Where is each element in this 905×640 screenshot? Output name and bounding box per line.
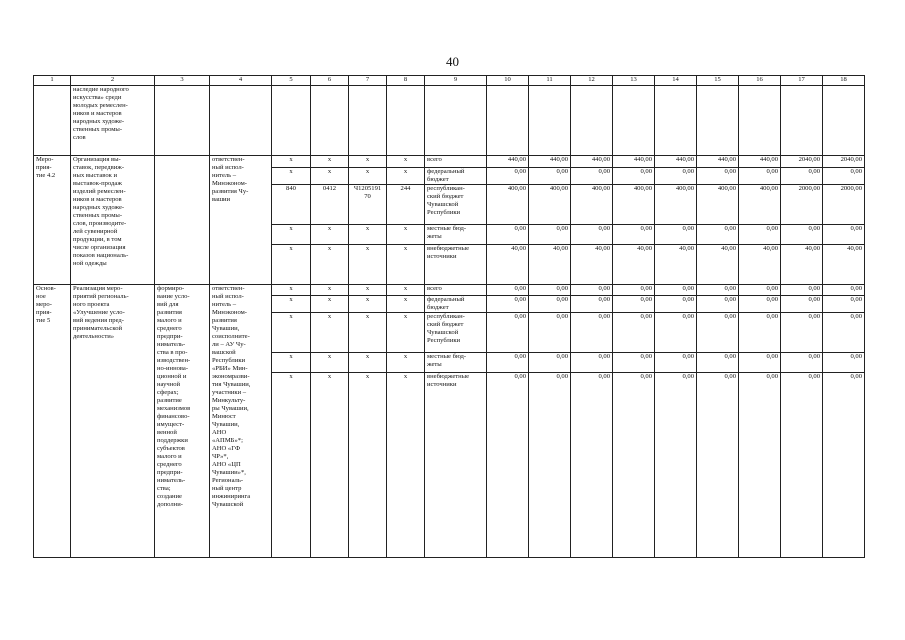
table-cell: местные бюд- жеты	[425, 353, 487, 373]
table-cell: x	[387, 285, 425, 296]
table-cell: Меро- прия- тие 4.2	[34, 156, 71, 285]
table-cell: x	[311, 225, 349, 245]
table-cell: 0,00	[613, 168, 655, 185]
table-cell: 0,00	[739, 296, 781, 313]
table-cell: 0,00	[529, 285, 571, 296]
table-cell: 0,00	[739, 168, 781, 185]
table-cell: 400,00	[571, 185, 613, 225]
table-cell: x	[311, 373, 349, 558]
table-cell: 0,00	[613, 225, 655, 245]
table-cell: 400,00	[655, 185, 697, 225]
table-cell: Ч1205191 70	[349, 185, 387, 225]
header-cell: 2	[71, 76, 155, 86]
table-cell: x	[311, 168, 349, 185]
table-cell: 0,00	[823, 373, 865, 558]
table-cell: 0,00	[613, 313, 655, 353]
table-cell: 0412	[311, 185, 349, 225]
table-cell: Основ- ное меро- прия- тие 5	[34, 285, 71, 558]
table-cell: формиро- вание усло- вий для развития малого и среднего предпри- ниматель- ства в про- изводствен- но-иннова- ционной и научной сферах; развитие механизмов финансово- имущест- венной поддержки субъектов малого и среднего предпри- ниматель- ства; создание дополни-	[155, 285, 210, 558]
table-cell: внебюджетные источники	[425, 245, 487, 285]
table-cell: 40,00	[697, 245, 739, 285]
table-cell: 400,00	[487, 185, 529, 225]
table-cell	[210, 86, 272, 156]
table-cell: 0,00	[781, 225, 823, 245]
table-cell: x	[272, 225, 311, 245]
table-cell: 0,00	[529, 225, 571, 245]
table-cell: x	[349, 373, 387, 558]
table-cell: 40,00	[781, 245, 823, 285]
header-cell: 18	[823, 76, 865, 86]
table-cell: x	[387, 353, 425, 373]
table-cell: 0,00	[697, 168, 739, 185]
table-cell: 0,00	[487, 353, 529, 373]
header-cell: 4	[210, 76, 272, 86]
table-cell	[387, 86, 425, 156]
table-cell: 440,00	[529, 156, 571, 168]
table-cell: 0,00	[529, 296, 571, 313]
table-cell: ответствен- ный испол- нитель – Минэконом- развития Чу- вашии	[210, 156, 272, 285]
header-cell: 14	[655, 76, 697, 86]
page-number: 40	[446, 54, 459, 69]
table-cell	[823, 86, 865, 156]
table-cell: 40,00	[571, 245, 613, 285]
table-cell: 0,00	[697, 285, 739, 296]
table-cell: 0,00	[823, 353, 865, 373]
table-cell: 0,00	[739, 285, 781, 296]
table-cell: x	[311, 296, 349, 313]
table-cell	[34, 86, 71, 156]
table-cell: местные бюд- жеты	[425, 225, 487, 245]
table-cell: 40,00	[823, 245, 865, 285]
table-cell	[487, 86, 529, 156]
table-cell: x	[272, 373, 311, 558]
table-cell: 400,00	[739, 185, 781, 225]
table-cell: 0,00	[655, 285, 697, 296]
table-cell: 400,00	[529, 185, 571, 225]
table-row	[34, 156, 865, 168]
table-cell: x	[311, 245, 349, 285]
table-cell: x	[387, 225, 425, 245]
table-cell: 0,00	[739, 313, 781, 353]
table-cell: 0,00	[571, 313, 613, 353]
table-cell	[425, 86, 487, 156]
table-cell: 0,00	[487, 296, 529, 313]
table-cell: x	[272, 296, 311, 313]
table-cell	[571, 86, 613, 156]
table-cell: 400,00	[613, 185, 655, 225]
table-cell: 0,00	[571, 168, 613, 185]
table-cell: x	[387, 156, 425, 168]
continuation-row	[34, 86, 865, 156]
table-cell: x	[311, 353, 349, 373]
table-cell: 40,00	[613, 245, 655, 285]
table-cell: всего	[425, 156, 487, 168]
table-cell: x	[272, 156, 311, 168]
table-cell: x	[387, 296, 425, 313]
table-cell: 0,00	[487, 373, 529, 558]
table-cell: 40,00	[529, 245, 571, 285]
table-cell: Организация вы- ставок, передвиж- ных выставок и выставок-продаж изделий ремеслен- ников и мастеров народных художе- ственных промы- слов, производите- лей сувенирной продукции, в том числе организация показов националь- ной одежды	[71, 156, 155, 285]
table-cell: 440,00	[487, 156, 529, 168]
table-cell: ответствен- ный испол- нитель – Минэконом- развития Чувашии, соисполните- ли – АУ Чу- вашской Республики «РБИ» Мин- экономразви- тия Чувашии, участники – Минкульту- ры Чувашии, Минюст Чувашии, АНО «АПМБ»*; АНО «ГФ ЧР»*, АНО «ЦП Чувашии»*, Региональ- ный центр инжиниринга Чувашской	[210, 285, 272, 558]
header-cell: 1	[34, 76, 71, 86]
budget-table	[33, 75, 865, 558]
header-cell: 8	[387, 76, 425, 86]
table-cell: республикан- ский бюджет Чувашской Республики	[425, 313, 487, 353]
table-cell: x	[311, 285, 349, 296]
header-cell: 17	[781, 76, 823, 86]
table-cell: 440,00	[571, 156, 613, 168]
table-cell: 0,00	[655, 168, 697, 185]
table-cell: 440,00	[655, 156, 697, 168]
table-cell: 40,00	[739, 245, 781, 285]
table-cell	[155, 86, 210, 156]
table-cell: x	[387, 168, 425, 185]
table-cell: наследие народного искусства» среди молодых ремеслен- ников и мастеров народных художе- ственных промы- слов	[71, 86, 155, 156]
table-cell: республикан- ский бюджет Чувашской Республики	[425, 185, 487, 225]
table-cell: 0,00	[697, 296, 739, 313]
table-cell: 0,00	[739, 225, 781, 245]
table-cell: x	[349, 156, 387, 168]
table-cell: 0,00	[571, 353, 613, 373]
header-cell: 5	[272, 76, 311, 86]
table-cell: 2040,00	[823, 156, 865, 168]
table-cell: x	[349, 225, 387, 245]
table-cell: x	[311, 156, 349, 168]
header-cell: 16	[739, 76, 781, 86]
table-cell	[272, 86, 311, 156]
table-cell: 0,00	[823, 285, 865, 296]
table-cell: 0,00	[823, 296, 865, 313]
table-cell: Реализация меро- приятий региональ- ного проекта «Улучшение усло- вий ведения пред- принимательской деятельности»	[71, 285, 155, 558]
table-cell: федеральный бюджет	[425, 296, 487, 313]
table-cell: x	[349, 313, 387, 353]
table-cell: x	[349, 285, 387, 296]
table-cell	[529, 86, 571, 156]
table-cell: x	[349, 168, 387, 185]
table-cell: федеральный бюджет	[425, 168, 487, 185]
table-cell: 0,00	[487, 168, 529, 185]
table-cell: 0,00	[487, 225, 529, 245]
header-cell: 11	[529, 76, 571, 86]
table-cell: x	[272, 313, 311, 353]
table-cell: 0,00	[739, 373, 781, 558]
table-cell: 0,00	[655, 313, 697, 353]
table-cell: 2000,00	[823, 185, 865, 225]
header-cell: 10	[487, 76, 529, 86]
table-cell: x	[387, 373, 425, 558]
table-cell: 0,00	[613, 353, 655, 373]
table-cell	[739, 86, 781, 156]
table-cell	[349, 86, 387, 156]
table-row	[34, 285, 865, 296]
table-cell: 40,00	[655, 245, 697, 285]
table-cell: 0,00	[781, 373, 823, 558]
table-cell: x	[311, 313, 349, 353]
table-cell: x	[272, 245, 311, 285]
table-cell: 0,00	[697, 353, 739, 373]
table-cell	[613, 86, 655, 156]
table-cell: 0,00	[739, 353, 781, 373]
table-cell: x	[272, 285, 311, 296]
table-cell	[781, 86, 823, 156]
table-cell	[655, 86, 697, 156]
table-cell: x	[272, 353, 311, 373]
table-cell: 0,00	[823, 313, 865, 353]
table-cell: 0,00	[613, 373, 655, 558]
table-cell: 244	[387, 185, 425, 225]
table-cell: 0,00	[781, 168, 823, 185]
table-cell	[697, 86, 739, 156]
header-cell: 15	[697, 76, 739, 86]
table-cell: 400,00	[697, 185, 739, 225]
table-cell: x	[349, 245, 387, 285]
table-cell: 0,00	[613, 285, 655, 296]
table-cell: 840	[272, 185, 311, 225]
header-cell: 7	[349, 76, 387, 86]
table-cell: всего	[425, 285, 487, 296]
table-cell: 0,00	[781, 313, 823, 353]
table-cell: x	[349, 353, 387, 373]
table-cell	[311, 86, 349, 156]
table-cell: 0,00	[655, 373, 697, 558]
table-cell: 440,00	[739, 156, 781, 168]
table-cell: x	[387, 245, 425, 285]
table-cell: 40,00	[487, 245, 529, 285]
table-cell: 0,00	[529, 313, 571, 353]
header-cell: 9	[425, 76, 487, 86]
table-cell: 0,00	[781, 353, 823, 373]
table-cell: 0,00	[487, 313, 529, 353]
table-cell: 2000,00	[781, 185, 823, 225]
table-cell: 2040,00	[781, 156, 823, 168]
header-cell: 13	[613, 76, 655, 86]
header-cell: 3	[155, 76, 210, 86]
table-cell: x	[272, 168, 311, 185]
table-cell: 0,00	[697, 313, 739, 353]
table-cell: 440,00	[613, 156, 655, 168]
table-cell: x	[349, 296, 387, 313]
table-cell: 0,00	[823, 225, 865, 245]
table-cell: 0,00	[823, 168, 865, 185]
table-cell: 0,00	[697, 373, 739, 558]
header-cell: 12	[571, 76, 613, 86]
table-cell: 0,00	[529, 373, 571, 558]
header-row	[34, 76, 865, 86]
table-cell: внебюджетные источники	[425, 373, 487, 558]
table-cell: 0,00	[781, 296, 823, 313]
header-cell: 6	[311, 76, 349, 86]
table-cell: 440,00	[697, 156, 739, 168]
table-cell: 0,00	[529, 168, 571, 185]
table-cell: x	[387, 313, 425, 353]
table-cell	[155, 156, 210, 285]
table-cell: 0,00	[655, 296, 697, 313]
table-cell: 0,00	[571, 296, 613, 313]
table-cell: 0,00	[613, 296, 655, 313]
table-cell: 0,00	[529, 353, 571, 373]
table-cell: 0,00	[487, 285, 529, 296]
table-cell: 0,00	[781, 285, 823, 296]
table-cell: 0,00	[571, 285, 613, 296]
table-cell: 0,00	[655, 225, 697, 245]
table-cell: 0,00	[655, 353, 697, 373]
table-cell: 0,00	[571, 225, 613, 245]
table-cell: 0,00	[697, 225, 739, 245]
table-cell: 0,00	[571, 373, 613, 558]
